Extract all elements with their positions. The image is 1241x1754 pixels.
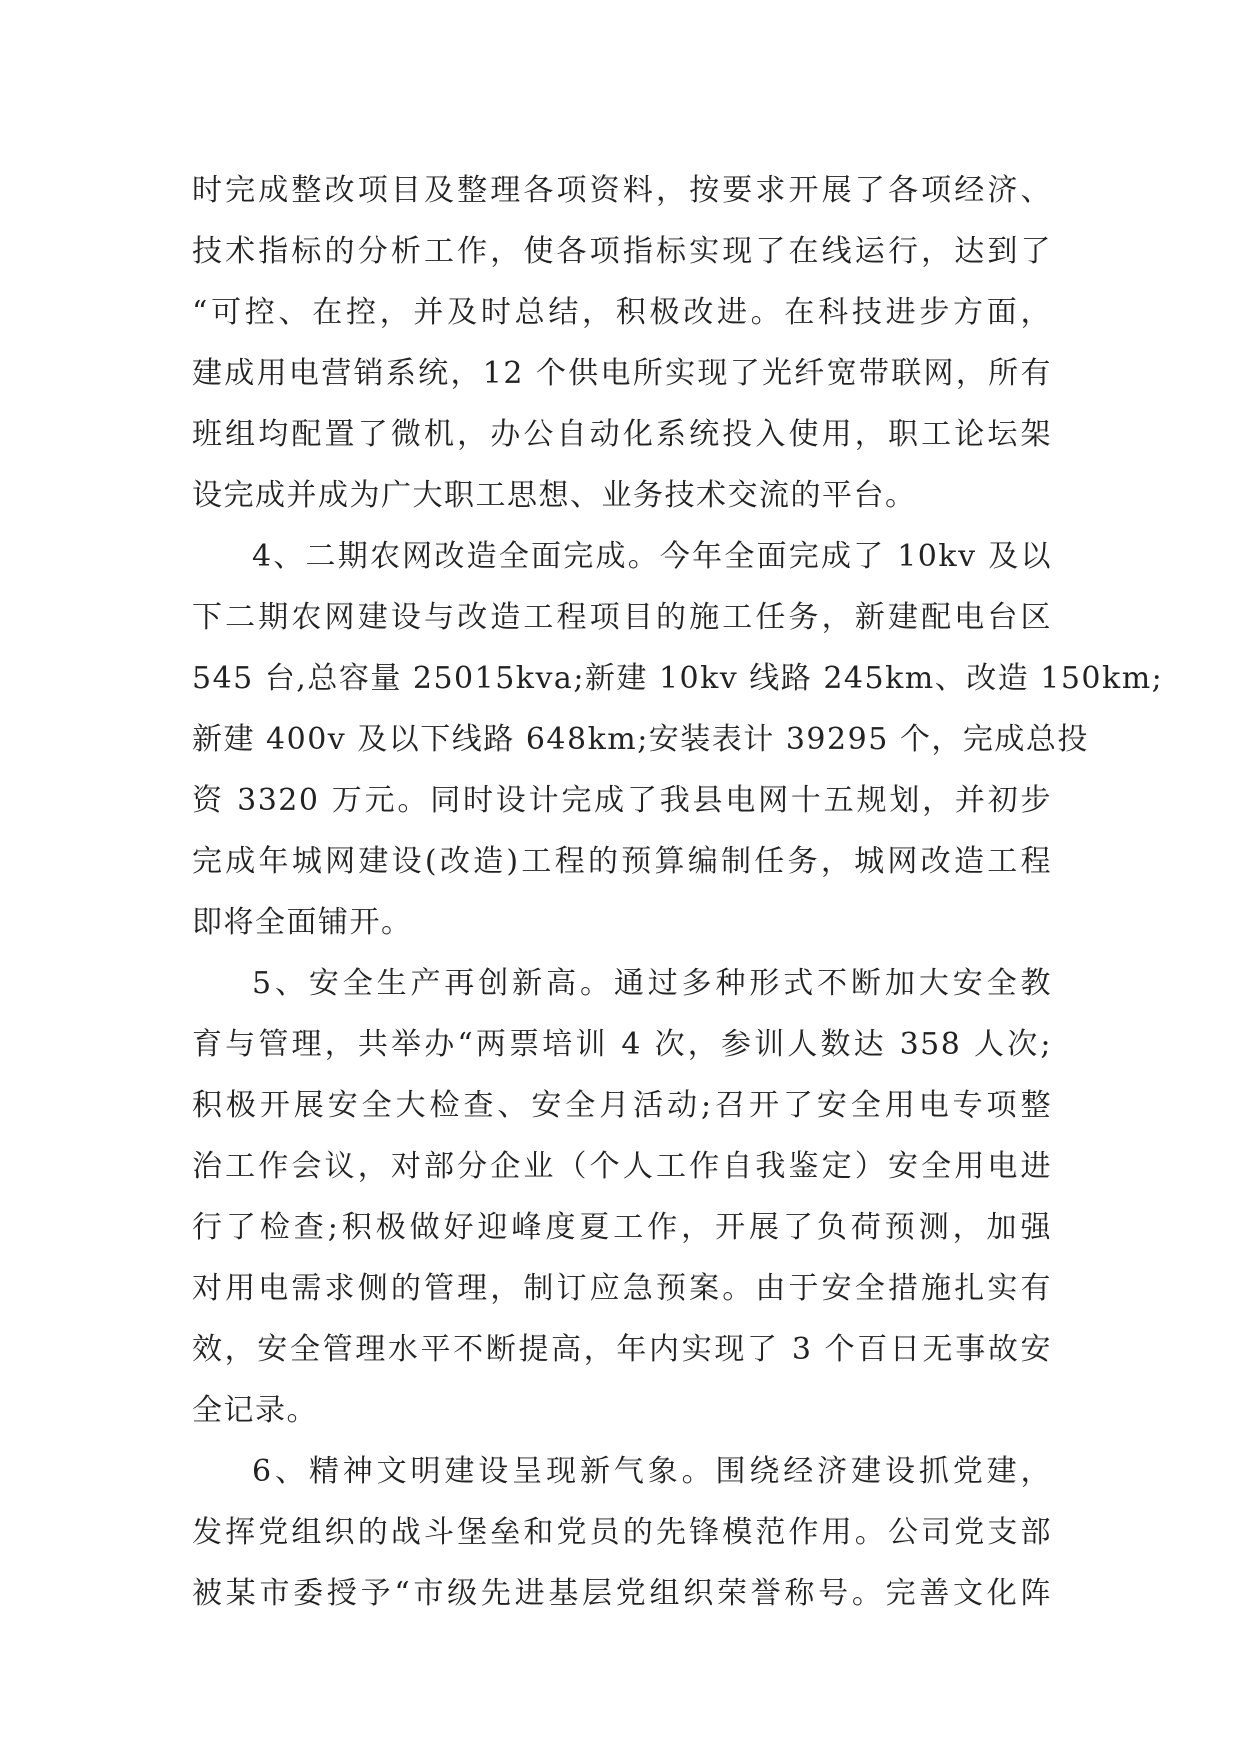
text-line: 被某市委授予“市级先进基层党组织荣誉称号。完善文化阵 <box>192 1576 1052 1611</box>
text-line: 4、二期农网改造全面完成。今年全面完成了 10kv 及以 <box>252 539 1052 574</box>
text-line: 设完成并成为广大职工思想、业务技术交流的平台。 <box>192 478 917 513</box>
paragraph-item-4 <box>192 526 1164 953</box>
text-line: 545 台,总容量 25015kva;新建 10kv 线路 245km、改造 150km; <box>192 661 1164 696</box>
text-line: 技术指标的分析工作，使各项指标实现了在线运行，达到了 <box>192 234 1052 269</box>
text-line: 全记录。 <box>192 1393 318 1428</box>
text-line: 下二期农网建设与改造工程项目的施工任务，新建配电台区 <box>192 600 1052 635</box>
text-line: 6、精神文明建设呈现新气象。围绕经济建设抓党建， <box>252 1454 1052 1489</box>
text-line: 5、安全生产再创新高。通过多种形式不断加大安全教 <box>252 966 1052 1001</box>
paragraph-continuation <box>192 160 1052 526</box>
text-line: 完成年城网建设(改造)工程的预算编制任务，城网改造工程 <box>192 844 1052 879</box>
text-line: 资 3320 万元。同时设计完成了我县电网十五规划，并初步 <box>192 783 1052 818</box>
text-line: 即将全面铺开。 <box>192 905 413 940</box>
text-line: 育与管理，共举办“两票培训 4 次，参训人数达 358 人次; <box>192 1027 1052 1062</box>
text-line: “可控、在控，并及时总结，积极改进。在科技进步方面， <box>192 295 1052 330</box>
text-line: 行了检查;积极做好迎峰度夏工作，开展了负荷预测，加强 <box>192 1210 1052 1245</box>
text-line: 班组均配置了微机，办公自动化系统投入使用，职工论坛架 <box>192 417 1052 452</box>
paragraph-item-5 <box>192 953 1052 1441</box>
text-line: 发挥党组织的战斗堡垒和党员的先锋模范作用。公司党支部 <box>192 1515 1052 1550</box>
text-line: 积极开展安全大检查、安全月活动;召开了安全用电专项整 <box>192 1088 1052 1123</box>
document-body <box>192 160 1164 1624</box>
paragraph-item-6 <box>192 1441 1052 1624</box>
text-line: 治工作会议，对部分企业（个人工作自我鉴定）安全用电进 <box>192 1149 1052 1184</box>
text-line: 效，安全管理水平不断提高，年内实现了 3 个百日无事故安 <box>192 1332 1052 1367</box>
text-line: 新建 400v 及以下线路 648km;安装表计 39295 个，完成总投 <box>192 722 1089 757</box>
text-line: 时完成整改项目及整理各项资料，按要求开展了各项经济、 <box>192 173 1052 208</box>
text-line: 建成用电营销系统，12 个供电所实现了光纤宽带联网，所有 <box>192 356 1052 391</box>
text-line: 对用电需求侧的管理，制订应急预案。由于安全措施扎实有 <box>192 1271 1052 1306</box>
